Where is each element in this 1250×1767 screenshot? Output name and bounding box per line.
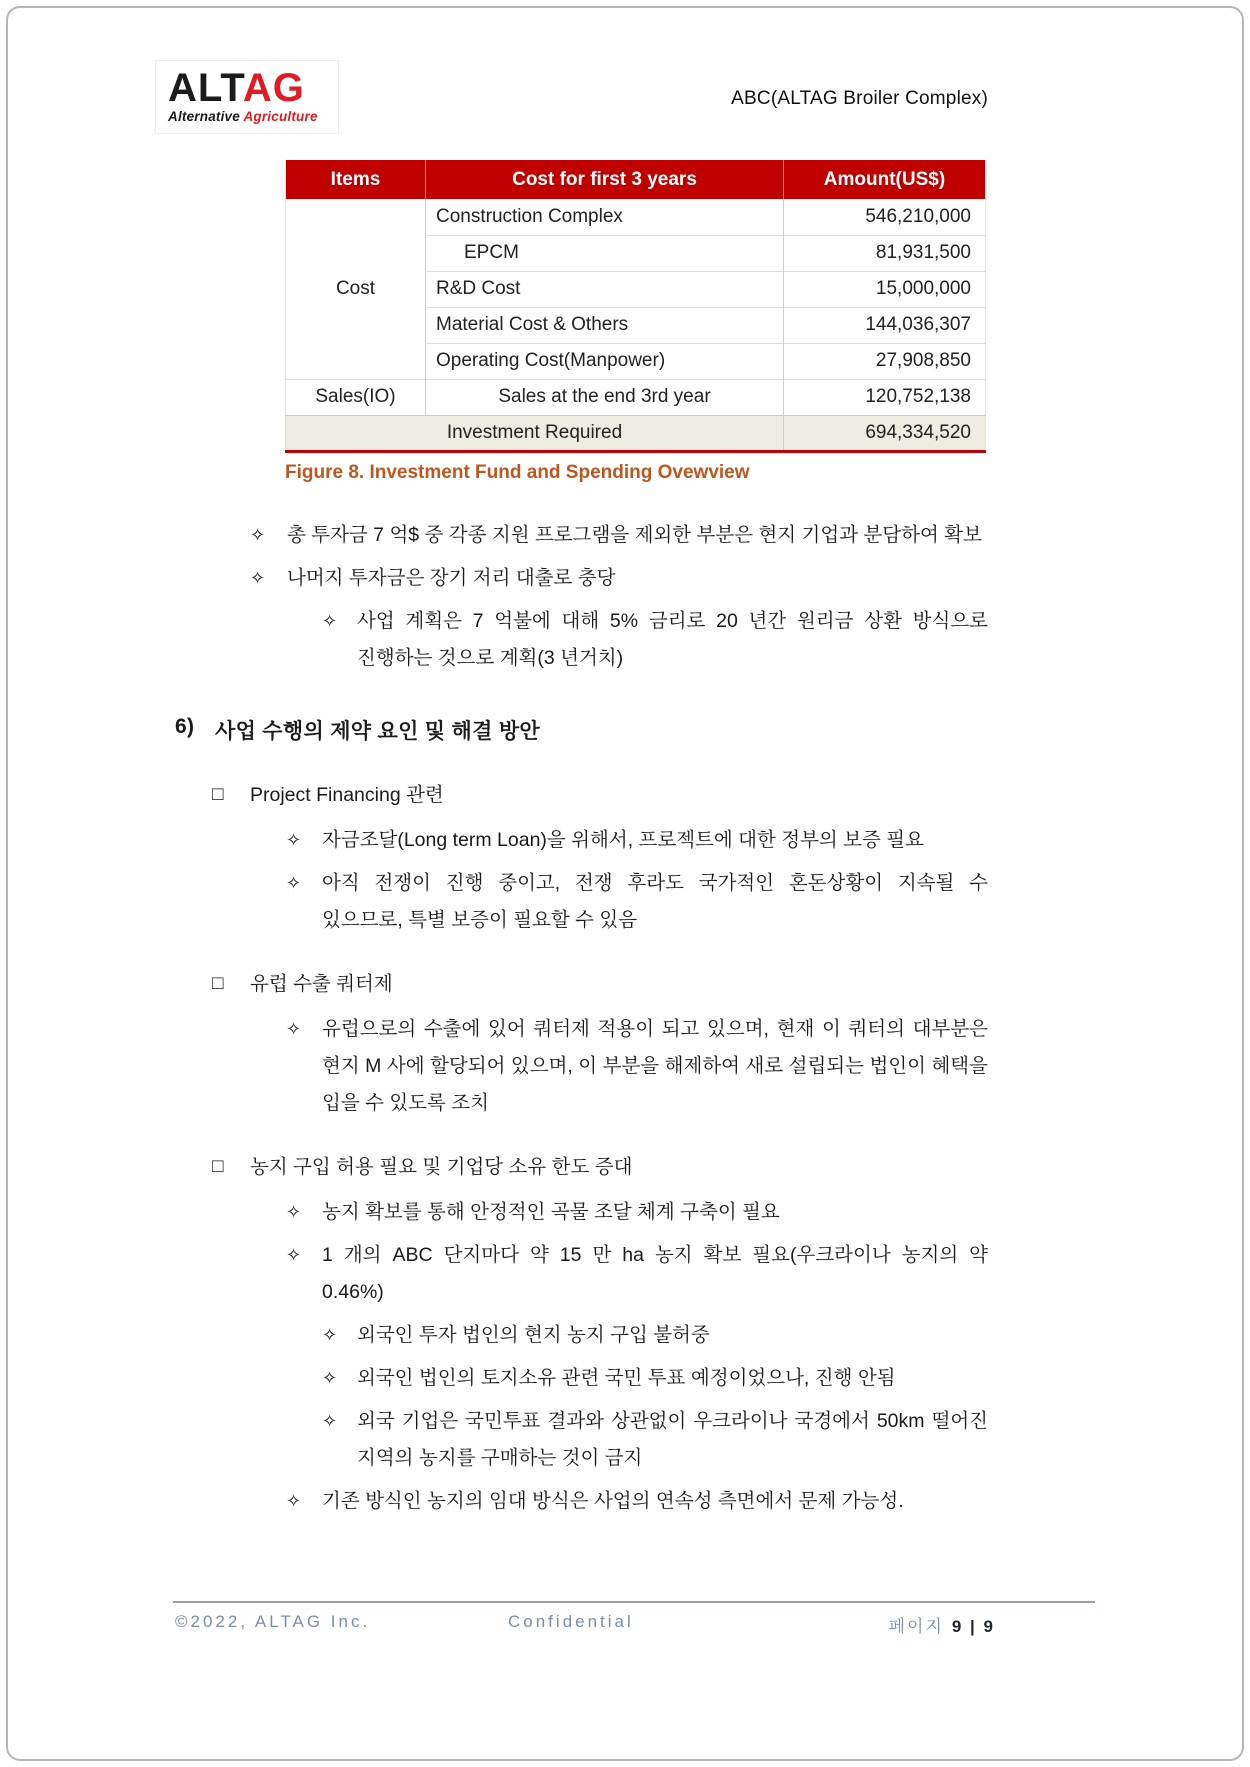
row-amount: 15,000,000 xyxy=(784,271,986,307)
diamond-bullet-icon: ✧ xyxy=(286,1490,302,1511)
diamond-bullet-icon: ✧ xyxy=(322,1367,338,1388)
bullet-item xyxy=(155,1194,988,1231)
diamond-bullet-icon: ✧ xyxy=(286,872,302,893)
bullet-text: 외국인 투자 법인의 현지 농지 구입 불허중 xyxy=(357,1323,710,1346)
checkbox-bullet-icon: □ xyxy=(212,1155,224,1177)
bullet-text: 외국인 법인의 토지소유 관련 국민 투표 예정이었으나, 진행 안됨 xyxy=(357,1366,896,1389)
table-row-total xyxy=(286,415,986,451)
diamond-bullet-icon: ✧ xyxy=(286,1018,302,1039)
group-title-row xyxy=(155,966,988,1003)
bullet-text: 유럽으로의 수출에 있어 쿼터제 적용이 되고 있으며, 현재 이 쿼터의 대부분은 현지 M 사에 할당되어 있으며, 이 부분을 해제하여 새로 설립되는 법인이 혜택을 입을 수 있도록 조치 xyxy=(322,1017,988,1114)
col-header-cost: Cost for first 3 years xyxy=(426,160,784,199)
footer-page-number xyxy=(889,1612,995,1637)
diamond-bullet-icon: ✧ xyxy=(322,610,338,631)
logo-wordmark xyxy=(168,67,328,109)
row-amount: 81,931,500 xyxy=(784,235,986,271)
group-farmland xyxy=(155,1149,988,1520)
group-title-row xyxy=(155,1149,988,1186)
footer-divider xyxy=(173,1601,1095,1603)
bullet-text: 나머지 투자금은 장기 저리 대출로 충당 xyxy=(287,566,616,589)
table-row-sales xyxy=(286,379,986,415)
bullet-item xyxy=(155,1403,988,1477)
bullet-text: 사업 계획은 7 억불에 대해 5% 금리로 20 년간 원리금 상환 방식으로 진행하는 것으로 계획(3 년거치) xyxy=(357,609,988,669)
bullet-item xyxy=(155,1011,988,1122)
bullet-text: 1 개의 ABC 단지마다 약 15 만 ha 농지 확보 필요(우크라이나 농지의 약 0.46%) xyxy=(322,1243,988,1303)
diamond-bullet-icon: ✧ xyxy=(286,1201,302,1222)
bullet-item xyxy=(155,1317,988,1354)
col-header-items: Items xyxy=(286,160,426,199)
group-export-quota xyxy=(155,966,988,1122)
bullet-text: 총 투자금 7 억$ 중 각종 지원 프로그램을 제외한 부분은 현지 기업과 분담하여 확보 xyxy=(287,523,982,546)
logo-tagline-agriculture: Agriculture xyxy=(243,109,318,124)
investment-table xyxy=(285,160,986,453)
group-title: 농지 구입 허용 필요 및 기업당 소유 한도 증대 xyxy=(250,1155,633,1178)
content-column xyxy=(155,160,988,1526)
document-title: ABC(ALTAG Broiler Complex) xyxy=(731,88,988,109)
total-amount: 694,334,520 xyxy=(784,415,986,451)
group-project-financing xyxy=(155,777,988,939)
bullet-text: 외국 기업은 국민투표 결과와 상관없이 우크라이나 국경에서 50km 떨어진 지역의 농지를 구매하는 것이 금지 xyxy=(357,1409,988,1469)
bullet-item xyxy=(155,517,988,554)
logo-text-ag: AG xyxy=(242,66,305,110)
logo-tagline-alternative: Alternative xyxy=(168,109,240,124)
diamond-bullet-icon: ✧ xyxy=(322,1410,338,1431)
logo-tagline xyxy=(168,109,328,125)
sales-item-cell: Sales(IO) xyxy=(286,379,426,415)
row-amount: 27,908,850 xyxy=(784,343,986,379)
total-label: Investment Required xyxy=(286,415,784,451)
bullet-text: 농지 확보를 통해 안정적인 곡물 조달 체계 구축이 필요 xyxy=(322,1200,780,1223)
table-header-row xyxy=(286,160,986,199)
footer-confidential: Confidential xyxy=(508,1612,634,1631)
bullet-text: 자금조달(Long term Loan)을 위해서, 프로젝트에 대한 정부의 보증 필요 xyxy=(322,828,924,851)
row-desc: Operating Cost(Manpower) xyxy=(426,343,784,379)
diamond-bullet-icon: ✧ xyxy=(250,567,266,588)
diamond-bullet-icon: ✧ xyxy=(286,1244,302,1265)
cost-group-cell: Cost xyxy=(286,199,426,379)
row-desc: Sales at the end 3rd year xyxy=(426,379,784,415)
page-value: 9 | 9 xyxy=(951,1617,995,1636)
diamond-bullet-icon: ✧ xyxy=(250,524,266,545)
group-title-row xyxy=(155,777,988,814)
group-title: Project Financing 관련 xyxy=(250,783,444,806)
page-label: 페이지 xyxy=(888,1617,944,1636)
bullet-item xyxy=(155,1360,988,1397)
logo-text-alt: ALT xyxy=(168,66,243,110)
figure-caption: Figure 8. Investment Fund and Spending Ovewview xyxy=(285,461,750,483)
diamond-bullet-icon: ✧ xyxy=(286,829,302,850)
bullet-item xyxy=(155,1483,988,1520)
bullet-text: 기존 방식인 농지의 임대 방식은 사업의 연속성 측면에서 문제 가능성. xyxy=(322,1489,904,1512)
group-title: 유럽 수출 쿼터제 xyxy=(250,972,393,995)
bullet-item xyxy=(155,865,988,939)
row-amount: 144,036,307 xyxy=(784,307,986,343)
footer-copyright: ©2022, ALTAG Inc. xyxy=(175,1612,371,1631)
section-title: 사업 수행의 제약 요인 및 해결 방안 xyxy=(215,719,541,743)
bullet-item xyxy=(155,822,988,859)
table-row xyxy=(286,199,986,235)
col-header-amount: Amount(US$) xyxy=(784,160,986,199)
row-desc: R&D Cost xyxy=(426,271,784,307)
section-number: 6) xyxy=(175,714,195,738)
diamond-bullet-icon: ✧ xyxy=(322,1324,338,1345)
row-desc: Construction Complex xyxy=(426,199,784,235)
bullet-item xyxy=(155,560,988,597)
row-desc: Material Cost & Others xyxy=(426,307,784,343)
row-amount: 546,210,000 xyxy=(784,199,986,235)
checkbox-bullet-icon: □ xyxy=(212,783,224,805)
section-heading xyxy=(175,715,988,745)
bullet-text: 아직 전쟁이 진행 중이고, 전쟁 후라도 국가적인 혼돈상황이 지속될 수 있으므로, 특별 보증이 필요할 수 있음 xyxy=(322,871,988,931)
row-desc: EPCM xyxy=(426,235,784,271)
funding-bullets xyxy=(155,517,988,677)
row-amount: 120,752,138 xyxy=(784,379,986,415)
checkbox-bullet-icon: □ xyxy=(212,972,224,994)
altag-logo xyxy=(155,60,339,134)
bullet-item xyxy=(155,603,988,677)
bullet-item xyxy=(155,1237,988,1311)
